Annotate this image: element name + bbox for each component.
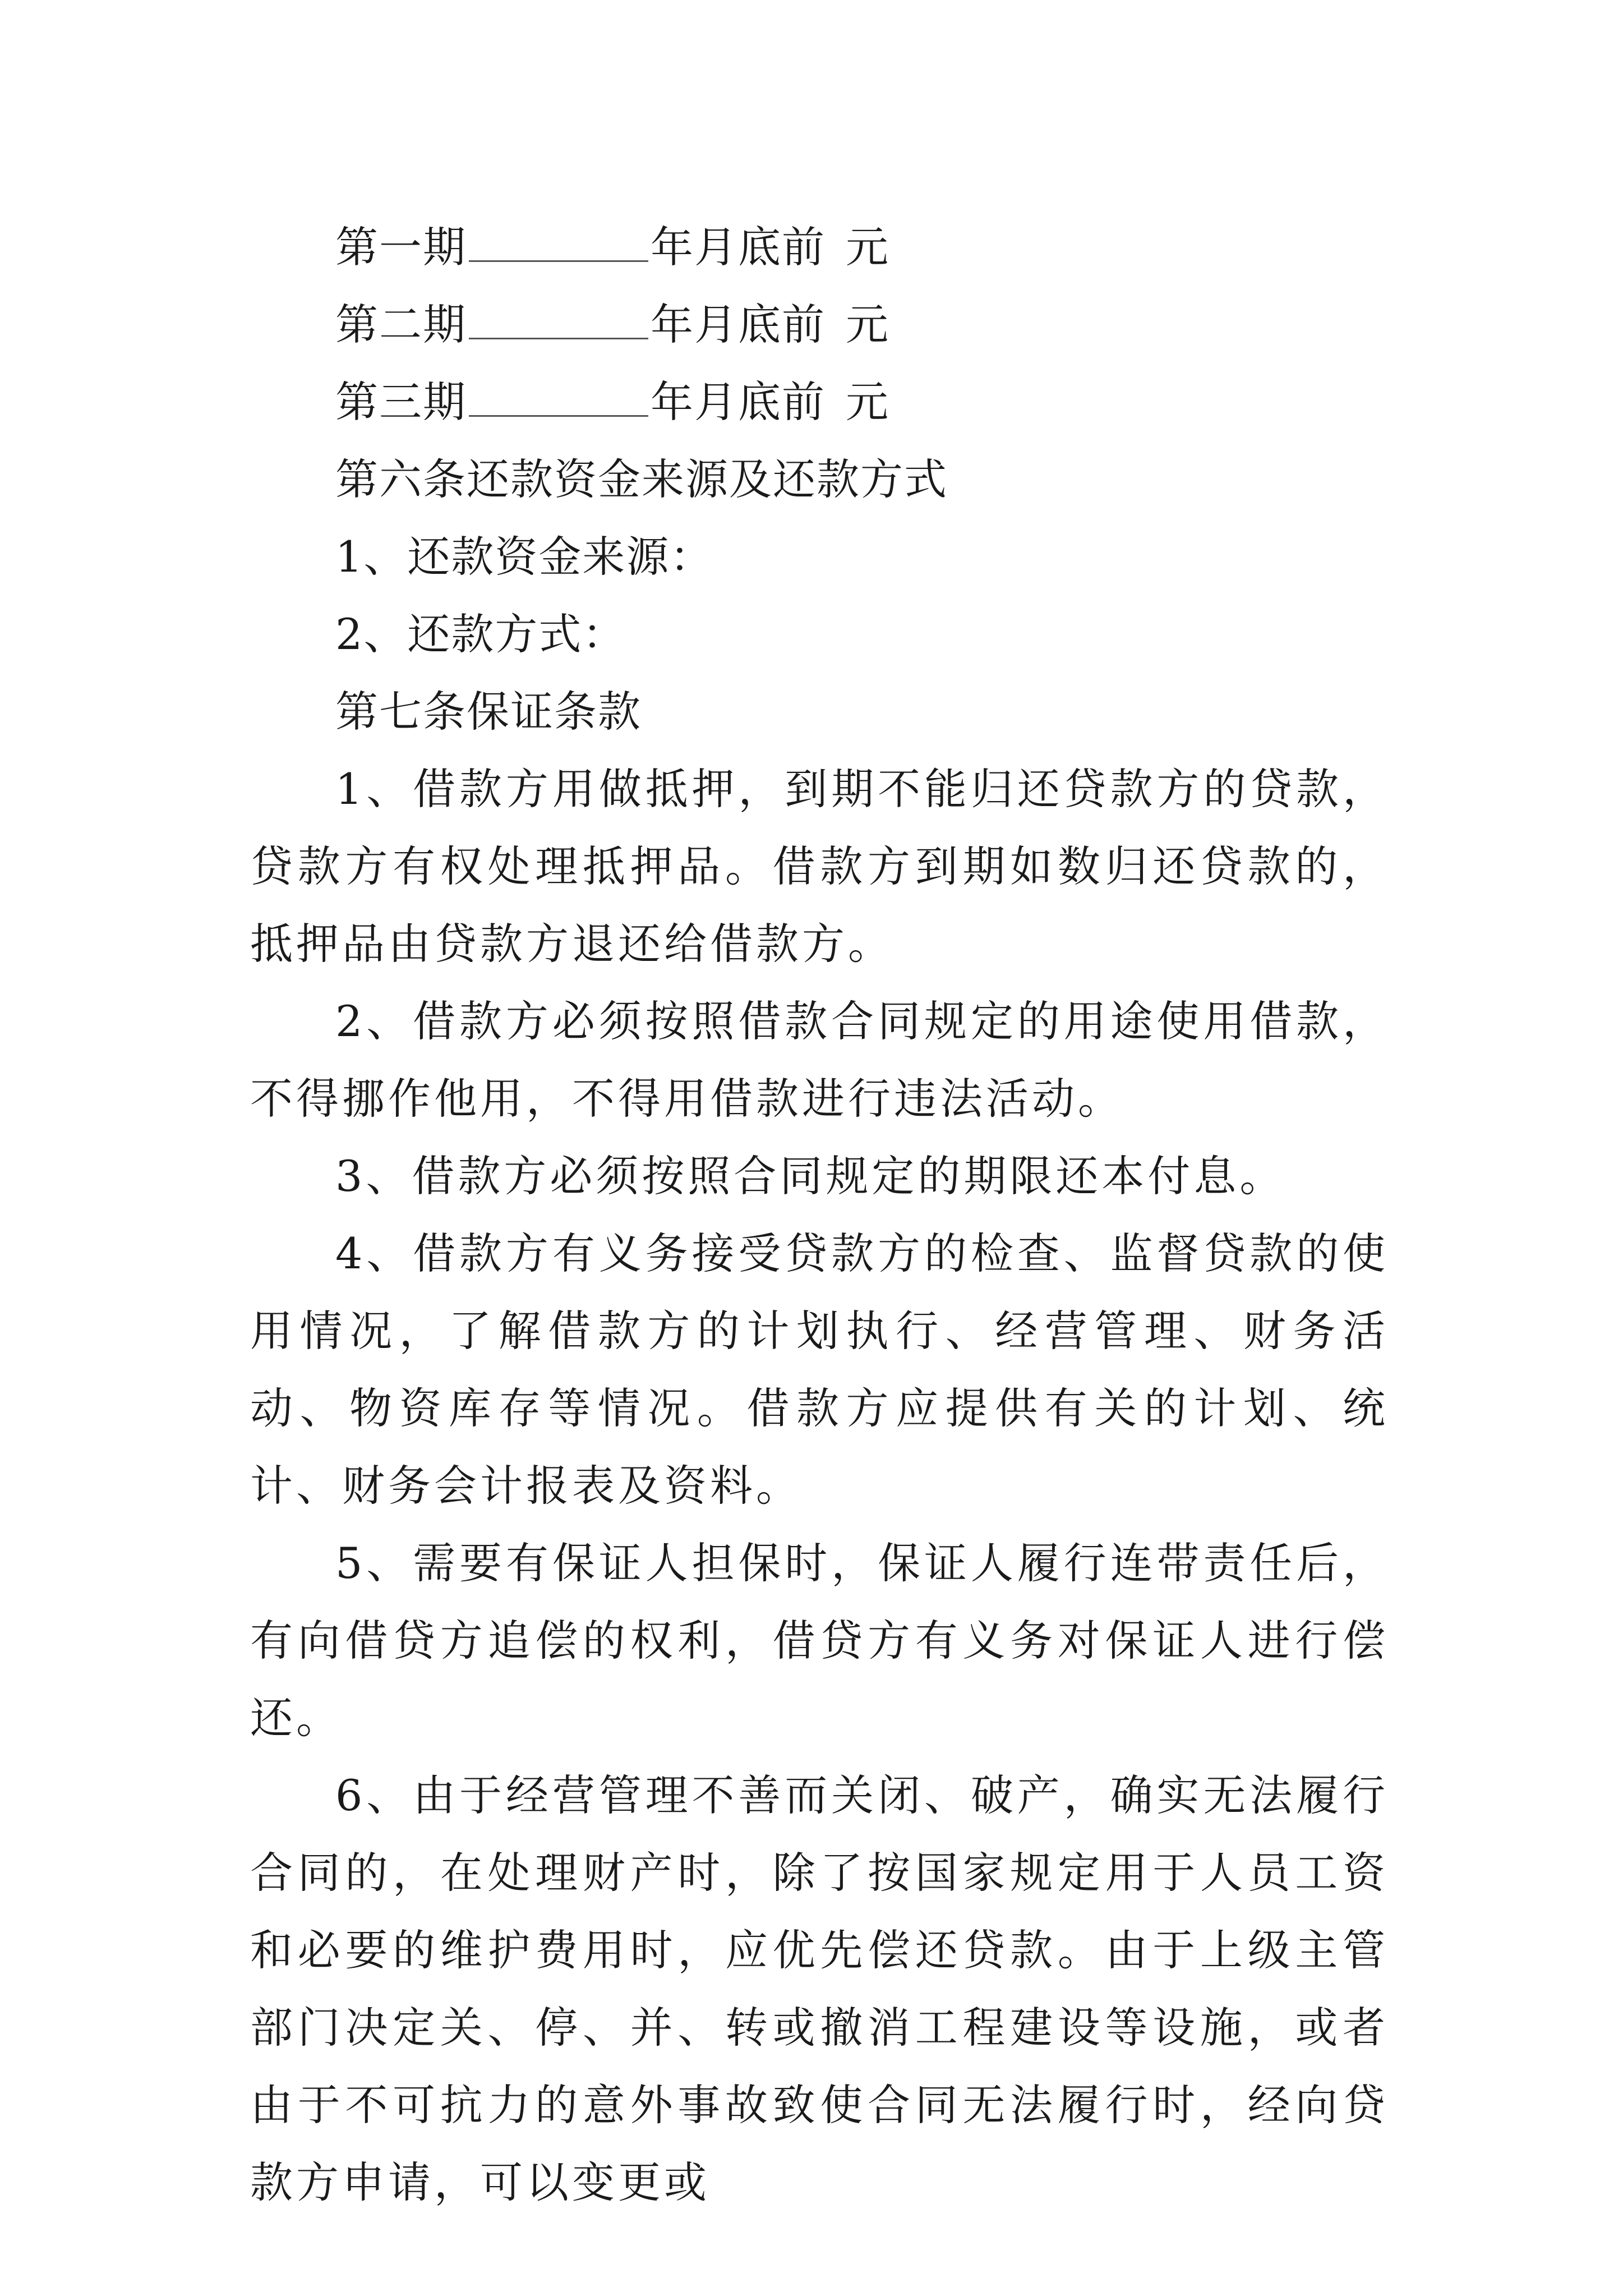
article7-clause-6: 6、由于经营管理不善而关闭、破产，确实无法履行合同的，在处理财产时，除了按国家规定用于人员工资和必要的维护费用时，应优先偿还贷款。由于上级主管部门决定关、停、并、转或撤消工程建设等设施，或者由于不可抗力的意外事故致使合同无法履行时，经向贷款方申请，可以变更或 <box>250 1770 1389 2207</box>
blank-underline <box>469 303 648 339</box>
installment-unit: 元 <box>846 300 889 349</box>
blank-underline <box>469 226 648 262</box>
blank-underline <box>469 380 648 417</box>
installment-period: 第三期 <box>335 377 467 427</box>
installment-line-3 <box>250 364 1389 441</box>
installment-line-1 <box>250 209 1389 286</box>
installment-period: 第二期 <box>335 300 467 349</box>
article7-clause-5: 5、需要有保证人担保时，保证人履行连带责任后，有向借贷方追偿的权利，借贷方有义务对保证人进行偿还。 <box>250 1538 1389 1743</box>
article7-clause-3: 3、借款方必须按照合同规定的期限还本付息。 <box>335 1151 1286 1201</box>
installment-date-text: 年月底前 <box>651 377 826 427</box>
installment-unit: 元 <box>846 377 889 427</box>
article6-title: 第六条还款资金来源及还款方式 <box>335 454 948 504</box>
article6-item-2: 2、还款方式： <box>335 609 626 659</box>
document-body <box>250 209 1389 2221</box>
article7-title: 第七条保证条款 <box>335 687 642 737</box>
article7-clause-4: 4、借款方有义务接受贷款方的检查、监督贷款的使用情况，了解借款方的计划执行、经营管理、财务活动、物资库存等情况。借款方应提供有关的计划、统计、财务会计报表及资料。 <box>250 1228 1389 1511</box>
installment-period: 第一期 <box>335 222 467 272</box>
installment-date-text: 年月底前 <box>651 300 826 349</box>
article6-item-1: 1、还款资金来源： <box>335 532 714 582</box>
article7-clause-2: 2、借款方必须按照借款合同规定的用途使用借款，不得挪作他用，不得用借款进行违法活动。 <box>250 996 1389 1124</box>
installment-line-2 <box>250 286 1389 364</box>
installment-unit: 元 <box>846 222 889 272</box>
article7-clause-1: 1、借款方用做抵押，到期不能归还贷款方的贷款，贷款方有权处理抵押品。借款方到期如数归还贷款的，抵押品由贷款方退还给借款方。 <box>250 764 1389 969</box>
installment-date-text: 年月底前 <box>651 222 826 272</box>
